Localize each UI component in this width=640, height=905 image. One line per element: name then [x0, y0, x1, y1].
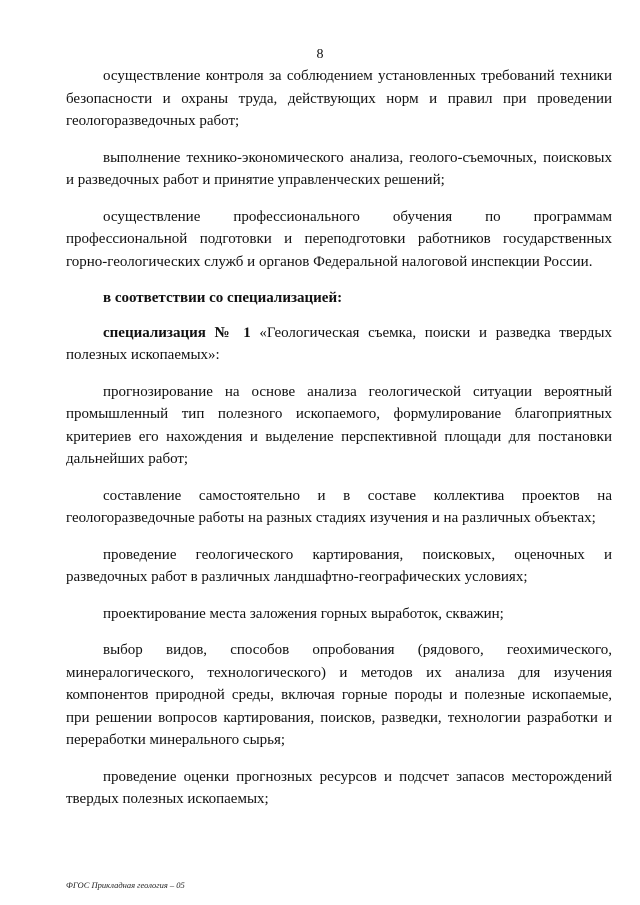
page-number: 8	[316, 47, 324, 62]
list-item-design: проектирование места заложения горных выработок, скважин;	[103, 605, 504, 622]
list-item-projects: составление самостоятельно и в составе коллектива проектов на геологоразведочные работы на разных стадиях изучения и на различных объектах;	[66, 487, 612, 526]
list-item-mapping: проведение геологического картирования, поисковых, оценочных и разведочных работ в различных ландшафтно-географических условиях;	[66, 546, 612, 585]
footer-note: ФГОС Прикладная геология – 05	[66, 880, 185, 890]
paragraph-training: осуществление профессионального обучения по программам профессиональной подготовки и переподготовки работников государственных горно-геологических служб и органов Федеральной налоговой инспекции России.	[66, 208, 612, 270]
specialization-paragraph	[66, 322, 612, 367]
section-heading: в соответствии со специализацией:	[103, 290, 343, 306]
list-item-reserves: проведение оценки прогнозных ресурсов и подсчет запасов месторождений твердых полезных ископаемых;	[66, 768, 612, 807]
specialization-title: «Геологическая съемка, поиски и разведка твердых полезных ископаемых»:	[66, 324, 613, 363]
paragraph-control: осуществление контроля за соблюдением установленных требований техники безопасности и охраны труда, действующих норм и правил при проведении геологоразведочных работ;	[66, 68, 612, 129]
document-body	[66, 65, 612, 825]
paragraph-analysis: выполнение технико-экономического анализа, геолого-съемочных, поисковых и разведочных работ и принятие управленческих решений;	[66, 149, 612, 188]
specialization-label: специализация № 1	[103, 324, 251, 341]
list-item-forecasting: прогнозирование на основе анализа геологической ситуации вероятный промышленный тип полезного ископаемого, формулирование благоприятных критериев его нахождения и выделение перспективной площади для постановки дальнейших работ;	[66, 383, 612, 467]
list-item-sampling: выбор видов, способов опробования (рядового, геохимического, минералогического, технологического) и методов их анализа для изучения компонентов природной среды, включая горные породы и полезные ископаемые, при решении вопросов картирования, поисков, разведки, технологии разработки и переработки минерального сырья;	[66, 642, 612, 748]
